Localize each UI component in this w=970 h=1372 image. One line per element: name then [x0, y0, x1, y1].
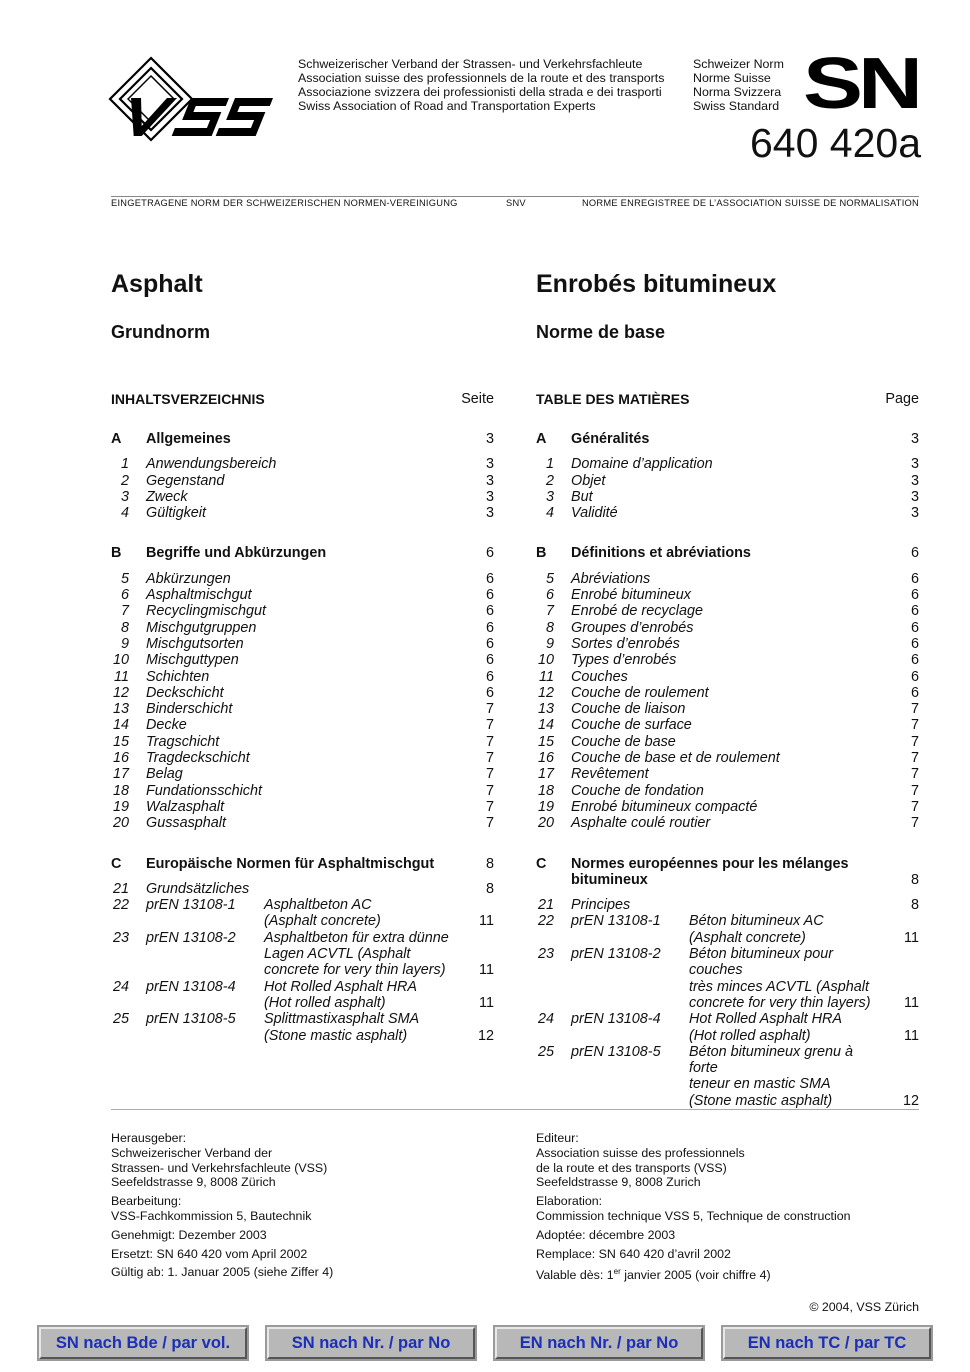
- publisher-block: [111, 1228, 333, 1243]
- toc-section-c-items: [536, 913, 919, 1109]
- toc-item-number: 11: [114, 668, 129, 685]
- toc-item-number: 3: [120, 488, 129, 505]
- toc-item-page: 11: [904, 1027, 919, 1044]
- registered-norm-de: EINGETRAGENE NORM DER SCHWEIZERISCHEN NORMEN-VEREINIGUNG: [111, 198, 458, 208]
- publisher-block: [111, 1265, 333, 1280]
- association-line: Schweizerischer Verband der Strassen- und Verkehrsfachleute: [298, 57, 643, 71]
- toc-item-label: Sortes d’enrobés: [571, 635, 680, 652]
- toc-item[interactable]: [536, 766, 919, 782]
- toc-item-label: Recyclingmischgut: [146, 603, 266, 620]
- toc-item-page: 6: [485, 652, 494, 669]
- toc-item-page: 6: [485, 619, 494, 636]
- toc-item-label: [264, 979, 454, 1012]
- toc-item-number: 1: [120, 456, 129, 473]
- toc-item[interactable]: [111, 473, 494, 489]
- toc-item-label: Validité: [571, 505, 618, 522]
- norm-line: Schweizer Norm: [693, 57, 784, 71]
- toc-item-label: Abkürzungen: [146, 570, 231, 587]
- toc-item[interactable]: [111, 652, 494, 668]
- toc-item-page: 6: [485, 668, 494, 685]
- publisher-line: Genehmigt: Dezember 2003: [111, 1227, 267, 1242]
- toc-item[interactable]: [111, 750, 494, 766]
- toc-item-page: 12: [477, 1027, 494, 1044]
- toc-item-number: 18: [112, 782, 129, 799]
- toc-item-number: 12: [537, 684, 554, 701]
- toc-item-code: prEN 13108-4: [146, 978, 236, 995]
- toc-item[interactable]: [536, 505, 919, 521]
- toc-item-label: Anwendungsbereich: [146, 456, 277, 473]
- toc-item-number: 2: [120, 472, 129, 489]
- toc-item[interactable]: [536, 799, 919, 815]
- toc-item-label: Zweck: [146, 488, 188, 505]
- toc-item-label-line: Asphaltbeton AC: [264, 897, 372, 914]
- toc-section-b-items: [111, 571, 494, 832]
- norm-line: Norme Suisse: [693, 71, 771, 85]
- toc-item-label-line: (Asphalt concrete): [689, 929, 806, 946]
- toc-item-number: 22: [537, 913, 554, 930]
- toc-item[interactable]: [536, 587, 919, 603]
- publisher-block: [111, 1131, 333, 1190]
- toc-fr: [536, 389, 919, 1109]
- toc-item[interactable]: [111, 571, 494, 587]
- subtitle-fr: Norme de base: [536, 322, 666, 342]
- toc-item[interactable]: [536, 456, 919, 472]
- toc-item-label-line: très minces ACVTL (Asphalt: [689, 978, 869, 995]
- toc-item[interactable]: [111, 620, 494, 636]
- toc-item[interactable]: [111, 456, 494, 472]
- publisher-line: Seefeldstrasse 9, 8008 Zürich: [111, 1175, 276, 1190]
- toc-item-page: 6: [910, 668, 919, 685]
- association-line: Swiss Association of Road and Transportation Experts: [298, 99, 596, 113]
- footer-divider: [111, 1109, 919, 1110]
- toc-item-code: prEN 13108-2: [571, 946, 661, 963]
- toc-item-label-line: Lagen ACVTL (Asphalt: [264, 946, 411, 963]
- toc-item-number: 6: [545, 587, 554, 604]
- toc-item[interactable]: [536, 652, 919, 668]
- toc-section-a[interactable]: A Allgemeines 3: [111, 431, 494, 447]
- toc-item[interactable]: [536, 750, 919, 766]
- toc-item-code: prEN 13108-5: [571, 1043, 661, 1060]
- association-names: [298, 57, 664, 113]
- toc-item-label-line: Hot Rolled Asphalt HRA: [264, 978, 418, 995]
- norm-type-languages: [693, 57, 784, 113]
- toc-item-number: 18: [537, 782, 554, 799]
- toc-item-page: 7: [485, 701, 494, 718]
- toc-item[interactable]: [536, 717, 919, 733]
- toc-item-number: 7: [545, 603, 554, 620]
- toc-section-c-items: [111, 897, 494, 1044]
- toc-item-label: Mischgutsorten: [146, 635, 244, 652]
- toc-item-label-line: concrete for very thin layers): [689, 994, 871, 1011]
- publisher-block: [536, 1194, 851, 1224]
- toc-item-en-norm[interactable]: [536, 1044, 919, 1109]
- toc-item-label: Couches: [571, 668, 628, 685]
- toc-item-page: 11: [479, 962, 494, 979]
- publisher-line: Adoptée: décembre 2003: [536, 1227, 676, 1242]
- header-divider: [111, 196, 919, 197]
- toc-item-number: 16: [112, 750, 129, 767]
- toc-item-number: 9: [120, 635, 129, 652]
- toc-item-page: 6: [485, 570, 494, 587]
- toc-item[interactable]: [111, 505, 494, 521]
- toc-item-label: [689, 1011, 879, 1044]
- subtitle-de: Grundnorm: [111, 322, 210, 342]
- sn-logo: SN: [803, 44, 919, 124]
- publisher-line: Strassen- und Verkehrsfachleute (VSS): [111, 1160, 328, 1175]
- toc-item-code: prEN 13108-5: [146, 1011, 236, 1028]
- toc-item-page: 12: [902, 1092, 919, 1109]
- toc-item-number: 25: [112, 1011, 129, 1028]
- toc-item-number: 13: [112, 701, 129, 718]
- title-de: Asphalt: [111, 270, 203, 298]
- toc-item-number: 15: [537, 733, 554, 750]
- toc-item-label: Binderschicht: [146, 701, 233, 718]
- toc-item-page: 3: [485, 488, 494, 505]
- toc-item-label: Couche de liaison: [571, 701, 686, 718]
- toc-item-page: 7: [910, 701, 919, 718]
- publisher-line: Commission technique VSS 5, Technique de construction: [536, 1208, 851, 1223]
- publisher-line: Gültig ab: 1. Januar 2005 (siehe Ziffer 4): [111, 1265, 334, 1280]
- toc-item-page: 7: [910, 733, 919, 750]
- publisher-block: [536, 1247, 851, 1262]
- toc-item-label: [689, 1044, 879, 1109]
- toc-item-label: [689, 913, 879, 946]
- toc-item-code: prEN 13108-1: [571, 913, 661, 930]
- toc-item[interactable]: [536, 685, 919, 701]
- toc-item-number: 14: [537, 717, 554, 734]
- toc-section-b[interactable]: B Définitions et abréviations 6: [536, 545, 919, 562]
- toc-item-page: 7: [485, 782, 494, 799]
- toc-item-label: Tragdeckschicht: [146, 750, 250, 767]
- norm-line: Swiss Standard: [693, 99, 780, 113]
- publisher-line: Ersetzt: SN 640 420 vom April 2002: [111, 1246, 308, 1261]
- toc-item-page: 7: [485, 766, 494, 783]
- publisher-line: Herausgeber:: [111, 1131, 187, 1145]
- toc-item[interactable]: 21 Grundsätzliches 8: [112, 880, 494, 897]
- toc-item-page: 7: [485, 798, 494, 815]
- toc-item[interactable]: [536, 734, 919, 750]
- toc-section-c[interactable]: C Europäische Normen für Asphaltmischgut 8: [111, 855, 494, 872]
- toc-item-label-line: (Hot rolled asphalt): [689, 1027, 811, 1044]
- toc-item[interactable]: [536, 701, 919, 717]
- toc-item-label: Deckschicht: [146, 684, 224, 701]
- toc-item-number: 20: [112, 815, 129, 832]
- toc-item-label: [689, 946, 879, 1011]
- toc-item-number: 5: [545, 570, 554, 587]
- toc-item-label: Objet: [571, 472, 606, 489]
- toc-section-b-items: [536, 571, 919, 832]
- toc-item[interactable]: [111, 603, 494, 619]
- toc-item-label-line: Béton bitumineux pour couches: [689, 946, 833, 979]
- toc-item-en-norm[interactable]: [536, 946, 919, 1011]
- toc-item-page: 11: [904, 929, 919, 946]
- publisher-line: Editeur:: [536, 1131, 579, 1145]
- toc-item[interactable]: [111, 717, 494, 733]
- toc-item-number: 13: [537, 701, 554, 718]
- publisher-line: Bearbeitung:: [111, 1194, 182, 1209]
- toc-item[interactable]: [536, 636, 919, 652]
- publisher-info-de: [111, 1131, 333, 1284]
- toc-item-label: Gegenstand: [146, 472, 225, 489]
- toc-item[interactable]: [536, 473, 919, 489]
- toc-item-en-norm[interactable]: [111, 979, 494, 1012]
- publisher-block: [111, 1247, 333, 1262]
- toc-item-page: 11: [904, 994, 919, 1011]
- toc-item-page: 6: [485, 603, 494, 620]
- toc-item-label-line: Hot Rolled Asphalt HRA: [689, 1011, 843, 1028]
- toc-item-label-line: concrete for very thin layers): [264, 962, 446, 979]
- publisher-line: de la route et des transports (VSS): [536, 1160, 727, 1175]
- publisher-block: [111, 1194, 333, 1224]
- copyright: © 2004, VSS Zürich: [809, 1300, 919, 1314]
- toc-item[interactable]: [536, 571, 919, 587]
- toc-item-label-line: teneur en mastic SMA: [689, 1076, 831, 1093]
- registered-norm-fr: NORME ENREGISTREE DE L’ASSOCIATION SUISSE DE NORMALISATION: [581, 198, 919, 208]
- toc-item[interactable]: [111, 587, 494, 603]
- nav-en-by-number-button[interactable]: EN nach Nr. / par No: [495, 1327, 703, 1359]
- toc-de: [111, 389, 494, 1044]
- toc-item-label-line: (Hot rolled asphalt): [264, 994, 386, 1011]
- toc-item-number: 19: [112, 798, 129, 815]
- toc-item-number: 19: [537, 798, 554, 815]
- toc-item-label: Couche de base: [571, 733, 676, 750]
- toc-item-code: prEN 13108-4: [571, 1011, 661, 1028]
- toc-item-page: 7: [485, 815, 494, 832]
- publisher-line: Elaboration:: [536, 1194, 603, 1209]
- toc-item-page: 7: [910, 815, 919, 832]
- toc-item-label: Couche de fondation: [571, 782, 704, 799]
- toc-item-page: 6: [485, 587, 494, 604]
- toc-item-label: [264, 897, 454, 930]
- toc-item-label: Enrobé de recyclage: [571, 603, 703, 620]
- title-fr: Enrobés bitumineux: [536, 270, 777, 298]
- toc-section-b[interactable]: B Begriffe und Abkürzungen 6: [111, 545, 494, 562]
- toc-item-label: Mischguttypen: [146, 652, 239, 669]
- toc-item-label: Couche de base et de roulement: [571, 750, 780, 767]
- toc-item-page: 6: [910, 570, 919, 587]
- toc-item-en-norm[interactable]: [111, 1011, 494, 1044]
- toc-item-page: 3: [910, 488, 919, 505]
- document-number: 640 420a: [749, 120, 921, 166]
- toc-item[interactable]: [111, 766, 494, 782]
- toc-item-number: 5: [120, 570, 129, 587]
- toc-item-number: 7: [120, 603, 129, 620]
- toc-item-label: Groupes d’enrobés: [571, 619, 694, 636]
- toc-item[interactable]: [111, 799, 494, 815]
- toc-item-page: 7: [485, 733, 494, 750]
- publisher-line: Seefeldstrasse 9, 8008 Zurich: [536, 1175, 701, 1190]
- toc-item-page: 6: [910, 603, 919, 620]
- toc-item-number: 11: [539, 668, 554, 685]
- registered-norm-snv: SNV: [506, 198, 526, 208]
- toc-item[interactable]: [111, 636, 494, 652]
- toc-item-label: Types d’enrobés: [571, 652, 677, 669]
- nav-sn-by-number-button[interactable]: SN nach Nr. / par No: [267, 1327, 475, 1359]
- toc-item-number: 8: [120, 619, 129, 636]
- toc-item-label: Enrobé bitumineux: [571, 587, 691, 604]
- toc-item-page: 6: [910, 652, 919, 669]
- toc-item-page: 6: [910, 684, 919, 701]
- toc-item-number: 23: [112, 929, 129, 946]
- toc-item-label: Fundationsschicht: [146, 782, 262, 799]
- publisher-line: VSS-Fachkommission 5, Bautechnik: [111, 1208, 312, 1223]
- toc-item-page: 6: [485, 635, 494, 652]
- toc-item-number: 2: [545, 472, 554, 489]
- toc-item[interactable]: [536, 783, 919, 799]
- toc-item-page: 7: [910, 766, 919, 783]
- toc-section-a-items: [111, 456, 494, 521]
- toc-item[interactable]: [111, 489, 494, 505]
- toc-heading: INHALTSVERZEICHNIS: [111, 391, 265, 407]
- toc-section-a[interactable]: A Généralités 3: [536, 431, 919, 447]
- toc-item-page: 7: [485, 750, 494, 767]
- toc-item-page: 3: [910, 456, 919, 473]
- toc-item-number: 23: [537, 946, 554, 963]
- toc-item-label: Domaine d’application: [571, 456, 713, 473]
- toc-item-label: Mischgutgruppen: [146, 619, 257, 636]
- toc-item[interactable]: [111, 815, 494, 831]
- toc-item-label: Belag: [146, 766, 183, 783]
- toc-item-number: 12: [112, 684, 129, 701]
- toc-item-page: 3: [485, 472, 494, 489]
- toc-item-label: Gussasphalt: [146, 815, 226, 832]
- toc-item-label: Abréviations: [571, 570, 651, 587]
- toc-item-page: 3: [910, 472, 919, 489]
- toc-item-label: Gültigkeit: [146, 505, 206, 522]
- toc-item-label: Tragschicht: [146, 733, 220, 750]
- toc-item-code: prEN 13108-1: [146, 897, 236, 914]
- publisher-line: Association suisse des professionnels: [536, 1145, 745, 1160]
- toc-item-number: 25: [537, 1043, 554, 1060]
- toc-item[interactable]: [536, 489, 919, 505]
- toc-item-label-line: Asphaltbeton für extra dünne: [264, 929, 449, 946]
- toc-item-label-line: Béton bitumineux AC: [689, 913, 824, 930]
- toc-item[interactable]: 21 Principes 8: [537, 897, 919, 914]
- toc-item-number: 9: [545, 635, 554, 652]
- toc-item[interactable]: [536, 620, 919, 636]
- toc-item-page: 3: [485, 505, 494, 522]
- toc-item-page: 6: [910, 587, 919, 604]
- toc-item-number: 6: [120, 587, 129, 604]
- toc-item-label: Walzasphalt: [146, 798, 225, 815]
- toc-item[interactable]: [536, 815, 919, 831]
- publisher-block: [536, 1228, 851, 1243]
- toc-item-en-norm[interactable]: [536, 913, 919, 946]
- nav-en-by-tc-button[interactable]: EN nach TC / par TC: [723, 1327, 931, 1359]
- valid-from: Valable dès: 1er janvier 2005 (voir chiffre 4): [536, 1267, 771, 1283]
- publisher-line: Schweizerischer Verband der: [111, 1145, 273, 1160]
- toc-item-page: 7: [485, 717, 494, 734]
- toc-item-label: Enrobé bitumineux compacté: [571, 798, 758, 815]
- toc-item-label-line: (Asphalt concrete): [264, 913, 381, 930]
- nav-sn-by-volume-button[interactable]: SN nach Bde / par vol.: [39, 1327, 247, 1359]
- vss-logo: [108, 56, 290, 142]
- toc-item-page: 11: [479, 913, 494, 930]
- toc-item-label-line: (Stone mastic asphalt): [264, 1027, 408, 1044]
- toc-item-label-line: (Stone mastic asphalt): [689, 1092, 833, 1109]
- toc-item[interactable]: [111, 669, 494, 685]
- toc-heading: TABLE DES MATIÈRES: [536, 391, 690, 407]
- page-column-label: Page: [885, 391, 919, 407]
- page-column-label: Seite: [461, 391, 494, 407]
- toc-item-number: 8: [545, 619, 554, 636]
- toc-item-page: 3: [485, 456, 494, 473]
- toc-item-number: 15: [112, 733, 129, 750]
- toc-item-label-line: Béton bitumineux grenu à forte: [689, 1043, 854, 1077]
- toc-header: [536, 389, 919, 409]
- toc-item-label: Asphaltmischgut: [146, 587, 252, 604]
- toc-item-number: 4: [545, 505, 554, 522]
- toc-item-en-norm[interactable]: [111, 897, 494, 930]
- toc-item-label: But: [571, 488, 593, 505]
- toc-item-page: 7: [910, 717, 919, 734]
- toc-item-label: Couche de roulement: [571, 684, 709, 701]
- toc-item-number: 10: [112, 652, 129, 669]
- toc-header: [111, 389, 494, 409]
- toc-item[interactable]: [536, 603, 919, 619]
- toc-item-number: 22: [112, 897, 129, 914]
- toc-item-page: 7: [910, 750, 919, 767]
- toc-item-label: Couche de surface: [571, 717, 692, 734]
- toc-item-number: 20: [537, 815, 554, 832]
- toc-item-label-line: Splittmastixasphalt SMA: [264, 1011, 420, 1028]
- toc-item-number: 17: [537, 766, 554, 783]
- toc-section-a-items: [536, 456, 919, 521]
- toc-item-label: Schichten: [146, 668, 210, 685]
- toc-item-number: 1: [545, 456, 554, 473]
- toc-item-page: 7: [910, 782, 919, 799]
- toc-item-number: 16: [537, 750, 554, 767]
- toc-item[interactable]: [111, 734, 494, 750]
- publisher-line: Remplace: SN 640 420 d’avril 2002: [536, 1246, 731, 1261]
- toc-item-en-norm[interactable]: [111, 930, 494, 979]
- toc-item-number: 14: [112, 717, 129, 734]
- toc-item-number: 10: [537, 652, 554, 669]
- toc-item-page: 11: [479, 994, 494, 1011]
- toc-item-label: Revêtement: [571, 766, 649, 783]
- toc-item-en-norm[interactable]: [536, 1011, 919, 1044]
- toc-item[interactable]: [111, 783, 494, 799]
- toc-section-c[interactable]: C Normes européennes pour les mélanges bitumineux 8: [536, 855, 919, 888]
- toc-item-number: 4: [120, 505, 129, 522]
- toc-item-label: Decke: [146, 717, 187, 734]
- association-line: Associazione svizzera dei professionisti della strada e dei trasporti: [298, 85, 662, 99]
- toc-item-number: 24: [112, 978, 129, 995]
- publisher-info-fr: [536, 1131, 851, 1287]
- toc-item-label: [264, 930, 454, 979]
- toc-item-number: 24: [537, 1011, 554, 1028]
- association-line: Association suisse des professionnels de la route et des transports: [298, 71, 665, 85]
- publisher-block: [536, 1131, 851, 1190]
- norm-line: Norma Svizzera: [693, 85, 782, 99]
- toc-item-page: 6: [485, 684, 494, 701]
- toc-item[interactable]: [111, 701, 494, 717]
- toc-item-page: 7: [910, 798, 919, 815]
- toc-item-label: Asphalte coulé routier: [571, 815, 711, 832]
- toc-item-number: 3: [545, 488, 554, 505]
- toc-item-code: prEN 13108-2: [146, 929, 236, 946]
- toc-item-label: [264, 1011, 454, 1044]
- toc-item-page: 6: [910, 619, 919, 636]
- toc-item[interactable]: [111, 685, 494, 701]
- toc-item-page: 3: [910, 505, 919, 522]
- toc-item[interactable]: [536, 669, 919, 685]
- toc-item-number: 17: [112, 766, 129, 783]
- toc-item-page: 6: [910, 635, 919, 652]
